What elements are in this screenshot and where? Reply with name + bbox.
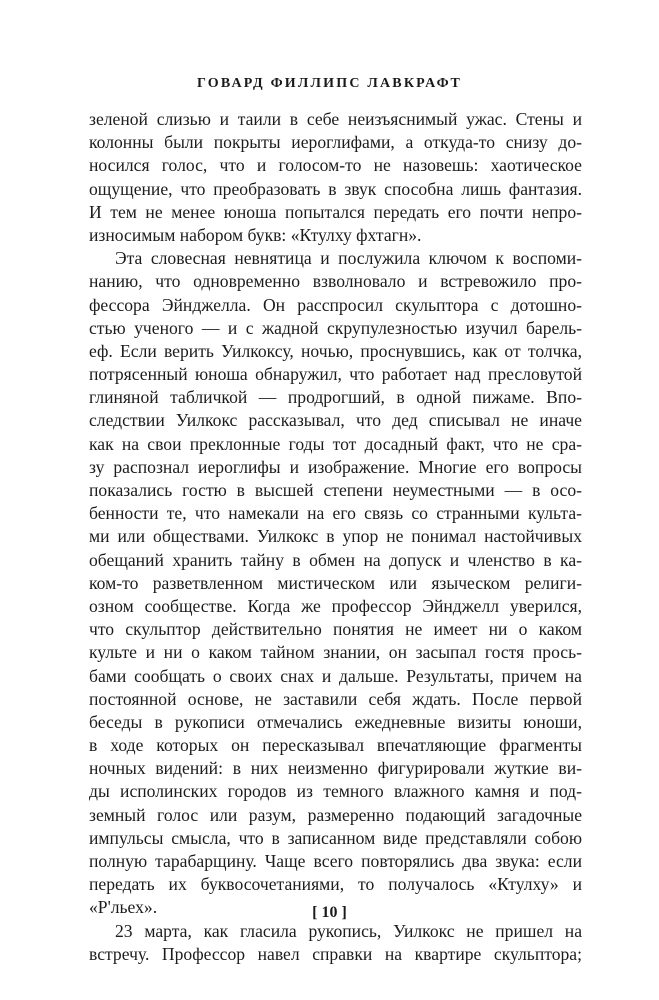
paragraph-first-line: 23 марта, как гласила рукопись, Уилкокс не пришел на [115,920,582,941]
text-line: стью ученого — и с жадной скрупулезностью изучил барель- [89,317,582,338]
text-line: колонны были покрыты иероглифами, а откуда-то снизу до- [89,132,582,153]
text-line: культе и ни о каком тайном знании, он засыпал гостя прось- [89,642,582,663]
running-title: ГОВАРД ФИЛЛИПС ЛАВКРАФТ [196,76,462,91]
text-line: фессора Эйнджелла. Он расспросил скульптора с дотошно- [89,294,582,315]
text-line: озном сообществе. Когда же профессор Эйнджелл уверился, [89,595,582,616]
text-line: еф. Если верить Уилкоксу, ночью, проснувшись, как от толчка, [89,340,582,361]
text-line: показались гостю в высшей степени неуместными — в осо- [89,480,582,500]
text-line: обещаний хранить тайну в обмен на допуск и членство в ка- [89,549,582,570]
text-line: земный голос или разум, размеренно подающий загадочные [89,804,582,825]
text-line: износимым набором букв: «Ктулху фхтагн». [89,224,422,245]
text-line: что скульптор действительно понятия не имеет ни о каком [89,619,582,640]
text-line: передать их буквосочетаниями, то получалось «Ктулху» и [89,874,582,895]
text-line: в ходе которых он пересказывал впечатляющие фрагменты [89,735,582,756]
text-line: нанию, что одновременно взволновало и встревожило про- [89,271,582,292]
paragraph-first-line: Эта словесная невнятица и послужила ключом к воспоми- [115,248,582,269]
text-line: ночных видений: в них неизменно фигурировали жуткие ви- [89,758,582,779]
text-line: как на свои преклонные годы тот досадный факт, что не сра- [89,433,582,454]
text-line: И тем не менее юноша попытался передать его почти непро- [89,201,582,222]
text-line: постоянной основе, не заставили себя ждать. После первой [89,688,582,709]
text-line: ми или обществами. Уилкокс в упор не понимал настойчивых [89,526,582,547]
text-line: ком-то разветвленном мистическом или языческом религи- [89,572,582,593]
text-line: следствии Уилкокс рассказывал, что дед списывал не иначе [89,410,582,431]
text-line: зеленой слизью и таили в себе неизъяснимый ужас. Стены и [89,109,582,129]
text-line: импульсы смысла, что в записанном виде представляли собою [89,827,582,848]
text-line: бами сообщать о своих снах и дальше. Результаты, причем на [89,665,582,686]
text-line: «Р'льех». [89,897,158,918]
text-line: беседы в рукописи отмечались ежедневные визиты юноши, [89,711,582,732]
text-line: бенности те, что намекали на его связь со странными культа- [89,503,582,524]
text-line: встречу. Профессор навел справки на квартире скульптора; [89,943,582,964]
text-line: ды исполинских городов из темного влажного камня и под- [89,781,582,802]
page-number: [ 10 ] [312,904,347,921]
text-line: ощущение, что преобразовать в звук способна лишь фантазия. [89,178,582,199]
text-line: полную тарабарщину. Чаще всего повторялись два звука: если [89,851,582,871]
text-line: зу распознал иероглифы и изображение. Многие его вопросы [89,456,582,477]
body-text [89,108,582,966]
text-line: носился голос, что и голосом-то не назовешь: хаотическое [89,155,582,176]
text-line: глиняной табличкой — продрогший, в одной пижаме. Впо- [89,387,582,408]
text-line: потрясенный юноша обнаружил, что работает над пресловутой [89,364,582,385]
